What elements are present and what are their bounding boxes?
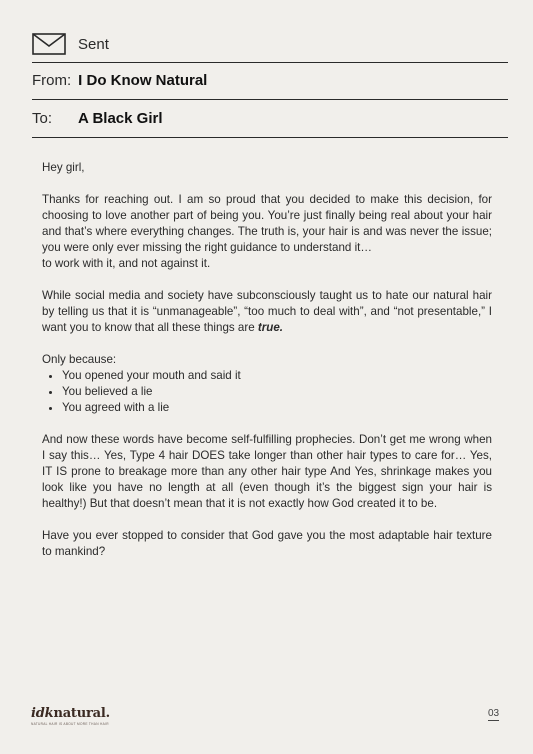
bullet-list: [42, 368, 492, 416]
paragraph: [42, 288, 492, 336]
envelope-icon: [32, 33, 66, 55]
list-item: • You believed a lie: [62, 384, 492, 400]
greeting: Hey girl,: [42, 161, 85, 174]
divider: [32, 137, 508, 138]
to-row: [32, 110, 163, 127]
from-value: I Do Know Natural: [78, 72, 208, 89]
from-label: From:: [32, 72, 72, 89]
paragraph: Thanks for reaching out. I am so proud that you decided to make this decision, for choosing to love another part of being you. You’re just finally being real about your hair and that’s where everything changes. The truth is, your hair is and was never the issue; you were only ever missing the right guidance to understand it…: [42, 193, 492, 254]
logo-tagline: NATURAL HAIR IS ABOUT MORE THAN HAIR: [31, 722, 109, 726]
logo-part: natural.: [53, 706, 110, 721]
paragraph: And now these words have become self-fulfilling prophecies. Don’t get me wrong when I say this… Yes, Type 4 hair DOES take longer than other hair types to care for… Yes, IT IS prone to breakage more than any other hair type And Yes, shrinkage makes you look like you have no length at all (even though it’s the biggest sign your hair is healthy!) But that doesn’t mean that it is not exactly how God created it to be.: [42, 433, 492, 510]
letter-body: [42, 160, 492, 560]
emphasis-text: true.: [257, 321, 284, 334]
divider: [32, 99, 508, 100]
from-row: [32, 72, 207, 89]
paragraph-text: While social media and society have subconsciously taught us to hate our natural hair by telling us that it is “unmanageable”, “too much to deal with”, and “not presentable,” I want you to know that all these things are: [42, 289, 492, 334]
to-value: A Black Girl: [78, 110, 163, 127]
list-item: • You agreed with a lie: [62, 400, 492, 416]
sent-row: [32, 33, 109, 55]
list-item: • You opened your mouth and said it: [62, 368, 492, 384]
divider: [32, 62, 508, 63]
paragraph-continuation: to work with it, and not against it.: [42, 257, 211, 270]
brand-logo: [31, 706, 110, 726]
sent-label: Sent: [78, 35, 109, 53]
page-number: 03: [488, 708, 500, 719]
paragraph: Have you ever stopped to consider that God gave you the most adaptable hair texture to mankind?: [42, 529, 492, 558]
to-label: To:: [32, 110, 53, 127]
logo-part: idk: [31, 706, 54, 721]
list-intro: Only because:: [42, 353, 117, 366]
